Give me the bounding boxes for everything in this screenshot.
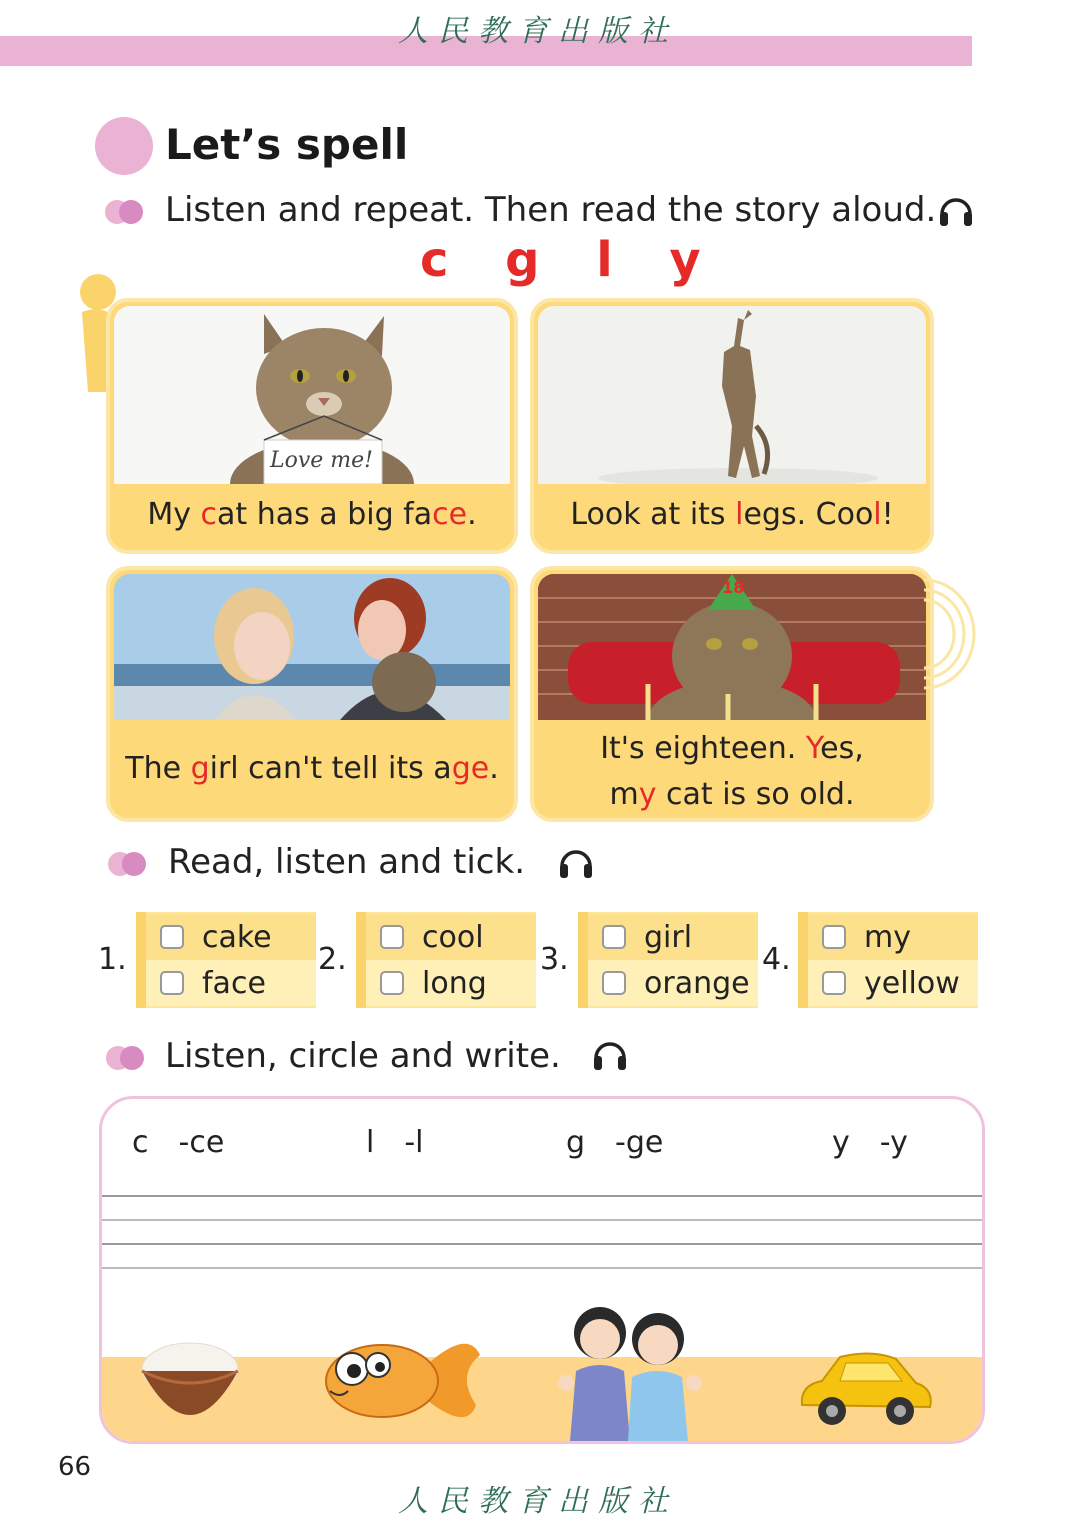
caption-text: ! xyxy=(881,497,894,532)
caption-text: . xyxy=(489,751,499,786)
caption-text: cat is so old. xyxy=(656,777,855,812)
tick-option[interactable] xyxy=(366,960,536,1006)
checkbox[interactable] xyxy=(380,925,404,949)
letter-c: c xyxy=(420,232,451,288)
letter-g: g xyxy=(505,232,542,288)
caption-highlight: g xyxy=(190,751,210,786)
bullet-icon xyxy=(108,852,146,876)
story-caption-1 xyxy=(110,492,514,538)
tick-card-4 xyxy=(808,912,978,1008)
letter-l: l xyxy=(596,232,615,288)
bullet-icon xyxy=(106,1046,144,1070)
caption-text: egs. Coo xyxy=(743,497,874,532)
circle-option-1[interactable] xyxy=(132,1125,224,1160)
publisher-logo-bottom: 人民教育出版社 xyxy=(398,1484,678,1519)
caption-line-2 xyxy=(534,772,930,818)
target-letters xyxy=(420,232,703,288)
cat-standing-photo xyxy=(538,306,926,484)
option-word: cool xyxy=(422,919,484,955)
option-word: orange xyxy=(644,965,750,1001)
story-panel-3 xyxy=(106,566,518,822)
story-caption-4 xyxy=(534,726,930,818)
girls-with-cat-photo xyxy=(114,574,510,720)
caption-line-1 xyxy=(534,726,930,772)
story-panel-2 xyxy=(530,298,934,554)
option-word: girl xyxy=(644,919,693,955)
instruction-listen-repeat: Listen and repeat. Then read the story aloud. xyxy=(165,190,937,230)
caption-text: m xyxy=(609,777,639,812)
option-letter: l xyxy=(366,1125,375,1160)
caption-text: It's eighteen. xyxy=(600,731,806,766)
circle-option-4[interactable] xyxy=(832,1125,908,1160)
cat-love-me-photo xyxy=(114,306,510,484)
tick-card-1 xyxy=(146,912,316,1008)
decorative-rings-icon xyxy=(920,574,976,694)
option-letter: y xyxy=(832,1125,850,1160)
section-title: Let’s spell xyxy=(165,120,409,169)
writing-line[interactable] xyxy=(102,1243,982,1245)
story-caption-2 xyxy=(534,492,930,538)
option-word: cake xyxy=(202,919,272,955)
caption-text: . xyxy=(467,497,477,532)
circle-option-2[interactable] xyxy=(366,1125,424,1160)
option-ending: -y xyxy=(879,1125,908,1160)
caption-highlight: l xyxy=(873,497,882,532)
caption-text: es, xyxy=(820,731,864,766)
option-letter: c xyxy=(132,1125,149,1160)
tick-option[interactable] xyxy=(146,914,316,960)
tick-option[interactable] xyxy=(808,914,978,960)
item-number: 4. xyxy=(762,942,791,977)
instruction-listen-circle-write: Listen, circle and write. xyxy=(165,1036,561,1076)
caption-text: at has a big fa xyxy=(217,497,433,532)
cat-birthday-photo xyxy=(538,574,926,720)
caption-text: irl can't tell its a xyxy=(209,751,452,786)
bullet-icon xyxy=(105,200,143,224)
instruction-read-listen-tick: Read, listen and tick. xyxy=(168,842,525,882)
caption-highlight: y xyxy=(638,777,657,812)
option-letter: g xyxy=(566,1125,586,1160)
checkbox[interactable] xyxy=(822,971,846,995)
rice-bowl-icon xyxy=(138,1339,242,1429)
tick-option[interactable] xyxy=(808,960,978,1006)
item-number: 1. xyxy=(98,942,127,977)
caption-highlight: ge xyxy=(451,751,490,786)
page-number: 66 xyxy=(58,1452,92,1482)
caption-highlight: c xyxy=(200,497,218,532)
section-dot-icon xyxy=(95,117,153,175)
car-icon xyxy=(792,1345,936,1431)
write-box xyxy=(99,1096,985,1444)
headphone-icon[interactable] xyxy=(590,1034,630,1074)
checkbox[interactable] xyxy=(380,971,404,995)
checkbox[interactable] xyxy=(822,925,846,949)
sign-text: Love me! xyxy=(270,448,374,473)
goldfish-icon xyxy=(316,1325,482,1433)
letter-y: y xyxy=(669,232,703,288)
option-word: my xyxy=(864,919,911,955)
tick-card-3 xyxy=(588,912,758,1008)
publisher-logo-top: 人民教育出版社 xyxy=(398,14,678,49)
story-panel-1 xyxy=(106,298,518,554)
tick-option[interactable] xyxy=(588,960,758,1006)
writing-line[interactable] xyxy=(102,1219,982,1221)
option-word: yellow xyxy=(864,965,960,1001)
caption-highlight: l xyxy=(735,497,744,532)
option-word: face xyxy=(202,965,266,1001)
tick-option[interactable] xyxy=(146,960,316,1006)
story-panel-4 xyxy=(530,566,934,822)
circle-option-3[interactable] xyxy=(566,1125,663,1160)
headphone-icon[interactable] xyxy=(556,842,596,882)
checkbox[interactable] xyxy=(160,925,184,949)
caption-highlight: ce xyxy=(432,497,468,532)
story-caption-3 xyxy=(110,746,514,792)
option-ending: -l xyxy=(404,1125,424,1160)
caption-highlight: Y xyxy=(805,731,821,766)
checkbox[interactable] xyxy=(602,971,626,995)
option-ending: -ge xyxy=(615,1125,664,1160)
checkbox[interactable] xyxy=(602,925,626,949)
tick-card-2 xyxy=(366,912,536,1008)
children-icon xyxy=(554,1299,706,1441)
writing-line[interactable] xyxy=(102,1267,982,1269)
checkbox[interactable] xyxy=(160,971,184,995)
writing-line[interactable] xyxy=(102,1195,982,1197)
caption-text: The xyxy=(125,751,191,786)
tick-option[interactable] xyxy=(366,914,536,960)
item-number: 3. xyxy=(540,942,569,977)
option-ending: -ce xyxy=(178,1125,225,1160)
headphone-icon[interactable] xyxy=(936,190,976,230)
caption-text: Look at its xyxy=(570,497,736,532)
birthday-hat-number: 18 xyxy=(722,578,745,597)
option-word: long xyxy=(422,965,487,1001)
item-number: 2. xyxy=(318,942,347,977)
caption-text: My xyxy=(147,497,201,532)
tick-option[interactable] xyxy=(588,914,758,960)
